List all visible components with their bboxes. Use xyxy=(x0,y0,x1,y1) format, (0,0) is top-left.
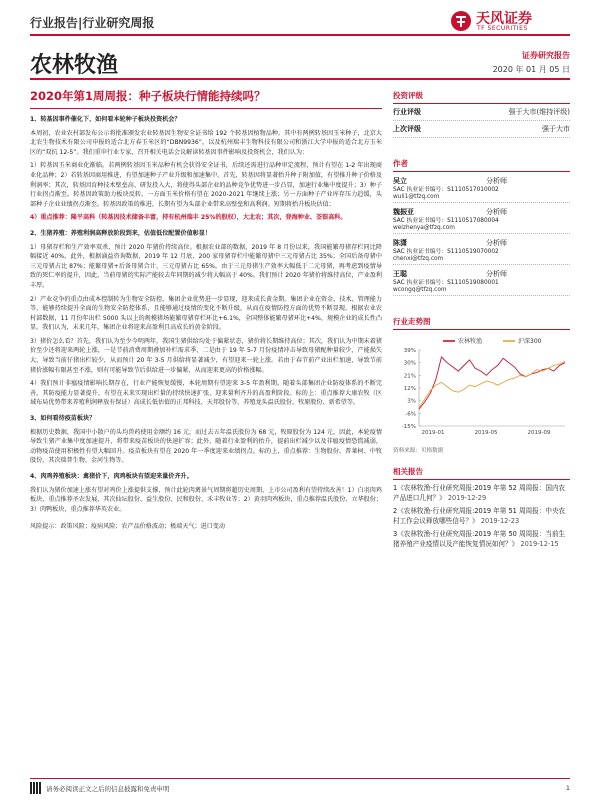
y-tick-label: 3% xyxy=(407,398,416,405)
series-line-1 xyxy=(419,361,565,407)
analyst-sac: SAC 执业证书编号：S1110519080001 xyxy=(393,280,499,286)
logo-name: 天风证券 xyxy=(476,11,532,27)
report-date: 2020 年 01 月 05 日 xyxy=(492,65,570,74)
analyst-email[interactable]: wcongq@tfzq.com xyxy=(393,287,447,293)
analyst-name: 陈潇 xyxy=(393,239,407,247)
footer xyxy=(30,782,570,796)
related-report-link[interactable] xyxy=(393,506,570,526)
rating-row xyxy=(393,104,570,121)
legend-label: 沪深300 xyxy=(518,338,542,345)
rating-key: 行业评级 xyxy=(393,108,421,116)
sector-title: 农林牧渔 xyxy=(30,53,119,78)
body-paragraph: 我们认为猪价加速上涨有望对鸡价上涨提供支撑，预计此轮肉禽景气周期将超历史周期，上市公司盈利有望持续改善！1）白羽肉鸡板块，重点推荐圣农发展，其次仙坛股份、益生股份、民和股份、禾丰牧业等；2）黄羽肉鸡板块，重点推荐温氏股份、立华股份；3）肉鸭板块，重点推荐华英农业。 xyxy=(30,486,382,513)
rating-value: 强于大市(维持评级) xyxy=(508,108,570,116)
rating-value: 强于大市 xyxy=(542,125,570,133)
analyst-card xyxy=(393,207,570,234)
related-report-title: 2《农林牧渔-行业研究周报:2019 年第 51 周周报：中央农村工作会议释放哪些信号？》 xyxy=(393,507,566,525)
analyst-name: 魏振亚 xyxy=(393,208,414,216)
body-paragraph: 3）猪价怎么看？首先，我们认为至少今明两年，我国生猪供给均处于偏紧状态，猪价将长期维持高位；其次，我们认为中期未着猪价至少还将迎来两轮上涨，一是节前消费周期叠加补栏需求季，二是由于 19 年 5-7 月份疫情冲击导致母猪配种量较少，产能损失大，导致当前仔猪出栏较少，从而预计 20 年 3-5 月供给将显著减少，有望迎来一轮上涨。若由于春节前产业出栏加速，导致节前猪价涨幅有限甚至不涨，则有可能导致节后供给进一步偏紧，从而迎来更高的价格涨幅。 xyxy=(30,337,382,374)
related-list xyxy=(393,483,570,549)
report-title: 2020年第1周周报：种子板块行情能持续吗？ xyxy=(30,84,382,109)
analyst-email[interactable]: chenxi@tfzq.com xyxy=(393,256,444,262)
related-report-title: 3《农林牧渔-行业研究周报:2019 年第 50 周周报：当前生猪养殖产业疫情以及产能恢复情况如何？》 xyxy=(393,530,566,548)
analyst-sac: SAC 执业证书编号：S1110517010002 xyxy=(393,187,499,193)
tf-logo-icon xyxy=(450,10,472,32)
x-tick-label: 2019-09 xyxy=(527,430,551,436)
related-report-date: 2019-12-29 xyxy=(447,494,487,502)
y-tick-label: 21% xyxy=(403,373,416,380)
analyst-sac: SAC 执业证书编号：S1110519070002 xyxy=(393,249,499,255)
body-paragraph: 4）重点推荐：隆平高科（转基因技术储备丰富，持有杭州瑞丰 25%的股权），大北农；其次，登海种业、荃银高科。 xyxy=(30,214,347,222)
body-paragraph: 4、肉鸡养殖板块：禽猪价下，肉鸡板块有望迎来量价齐升。 xyxy=(30,473,193,480)
analyst-role: 分析师 xyxy=(486,270,507,278)
trend-heading: 行业走势图 xyxy=(393,314,570,330)
rating-key: 上次评级 xyxy=(393,125,421,133)
related-report-date: 2019-12-15 xyxy=(520,540,559,548)
footer-disclaimer: 请务必阅读正文之后的信息披露和免责申明 xyxy=(46,785,170,793)
report-body xyxy=(30,115,382,532)
logo-en: TF SECURITIES xyxy=(477,25,528,32)
related-report-date: 2019-12-23 xyxy=(480,517,520,525)
body-paragraph: 4）我们预计非瘟疫情影响长期存在，行业产能恢复缓慢，本轮周期有望迎来 3-5 年盈利期。随着头部集团企业防疫体系的不断完善，其防疫能力显著提升，有望在未来实现出栏量的持续快速扩张，迎来量利齐升的高盈利阶段。标的上：重点推荐大康农牧（区域布局优势带来养殖利润释放有保证）高成长低估值的正邦科技、天邦股份等，养殖龙头温氏股份、牧原股份、新希望等。 xyxy=(30,380,382,407)
related-heading: 相关报告 xyxy=(393,464,570,480)
chart-source: 资料来源：贝格数据 xyxy=(393,448,444,454)
related-report-title: 1《农林牧渔-行业研究周报:2019 年第 52 周周报：国内农产品进口几何？》 xyxy=(393,484,566,502)
y-tick-label: 12% xyxy=(403,386,416,392)
analyst-email[interactable]: wuli1@tfzq.com xyxy=(393,194,440,200)
chart-svg xyxy=(393,334,570,444)
body-paragraph: 风险提示：政策风险；疫病风险；农产品价格波动；极端天气；进口变动 xyxy=(30,523,225,531)
y-tick-label: 39% xyxy=(403,348,416,354)
sector-divider xyxy=(30,78,570,80)
body-paragraph: 3、如何看待疫苗板块？ xyxy=(30,415,96,423)
rating-list xyxy=(393,104,570,138)
rating-row xyxy=(393,121,570,138)
brand-logo xyxy=(450,8,570,34)
y-tick-label: -15% xyxy=(401,424,416,430)
body-paragraph: 本周初，农业农村部发布公示将批准颁发农业转基因生物安全证书给 192 个转基因植物品种。其中有两例转基因玉米种子，北京大北农生物技术有限公司申报的适合北方春玉米区的“DBN9936”，以及杭州瑞丰生物科技有限公司和浙江大学申报的适合北方玉米区的“双抗 12-5”。我们重申行业专家，召开相关电话会议解读转基因事件影响及投资机会，我们认为： xyxy=(30,129,382,156)
related-report-link[interactable] xyxy=(393,529,570,549)
body-paragraph: 根据历史数据，我国中小散户的头均兽药使用金额约 16 元，而过去五年温氏股份为 68 元，牧原股份为 124 元，因此，本轮疫情导致生猪产业集中度加速提升，将带来疫苗板块的快速扩容；此外，随着行业盈利的抬升，提前出栏减少以及非瘟疫情恐慌减弱，动物疫苗使用积极性有望大幅回升。疫苗板块有望在 2020 年一季度迎来业绩拐点。标的上，重点推荐：生物股份、普莱柯、中牧股份，其次瑞普生物、金河生物等。 xyxy=(30,428,382,465)
analyst-email[interactable]: weizhenya@tfzq.com xyxy=(393,225,455,231)
body-paragraph: 1）转基因玉米商业化渐临。若两例转基因玉米品种有机会获得安全证书，后续还需进行品种审定流程，预计有望在 1-2 年出现商业化品种；2）若转基因商用推进，有望加速种子产业升级和加速集中。首先，转基因将显著抬升种子附加值，有望推升种子价格及利润率；其次，转基因育种技术壁垒高、研发投入大，将使得头部企业的品种竞争优势进一步凸显，加速行业集中度提升；3）种子行业拐点渐至。转基因政策助力板块反转，一方面玉米价格有望在 2020-2021 年继续上涨；另一方面种子产业库存压力趋缓，头部种子企业业绩拐点渐至。转基因政策的推进，长期有望为头部企业带来高壁垒和高利润。短期将抬升板块估值； xyxy=(30,162,382,208)
analyst-card xyxy=(393,238,570,265)
report-type: 证券研究报告 xyxy=(522,51,570,60)
related-report-link[interactable] xyxy=(393,483,570,503)
analyst-name: 王聪 xyxy=(393,270,407,278)
body-paragraph: 1、转基因事件催化下，如何看本轮种子板块投资机会？ xyxy=(30,116,181,123)
analyst-sac: SAC 执业证书编号：S1110517080004 xyxy=(393,218,499,224)
report-category: 行业报告|行业研究周报 xyxy=(30,16,155,30)
body-paragraph: 2、生猪养殖：养殖利润高释放阶段到来，估值低位配置价值彰显！ xyxy=(30,229,211,237)
analyst-list xyxy=(393,176,570,296)
main-column xyxy=(30,84,382,532)
analyst-name: 吴立 xyxy=(393,177,407,185)
page-number: 1 xyxy=(565,784,570,792)
footer-divider xyxy=(30,778,570,779)
sidebar xyxy=(393,84,570,549)
analyst-heading: 作者 xyxy=(393,156,570,172)
y-tick-label: -6% xyxy=(405,411,416,418)
analyst-role: 分析师 xyxy=(486,208,507,216)
body-paragraph: 2）产业竞争的重点由成本控制转为生物安全防控，集团企业优势进一步显现，迎来成长黄金期。集团企业在资金、技术、管理能力等，能够持续提升全面的生物安全防控体系，且能够通过疫情的变化不断升级，从而在疫情防控方面的优势不断显现。根据农业农村部数据，11 月份年出栏 5000 头以上的规模猪场能繁母猪存栏环比+6.1%，全国整体能繁母猪环比+4%，规模企业的成长性凸显。我们认为，未来几年，集团企业将迎来高盈利且高成长的黄金阶段。 xyxy=(30,295,382,332)
rating-heading: 投资评级 xyxy=(393,88,570,104)
qr-code-icon xyxy=(30,782,42,794)
analyst-card xyxy=(393,176,570,203)
industry-trend-chart xyxy=(393,334,570,444)
legend-label: 农林牧渔 xyxy=(458,338,483,345)
x-tick-label: 2019-01 xyxy=(421,430,445,436)
body-paragraph: 1）母猪存栏和生产效率双杀，预计 2020 年猪价持续高位。根据农业部的数据，2019 年 8 月份以来，我国能繁母猪存栏同比降幅接近 40%。此外，根据涌益咨询数据，2019 年 12 月底，200 家母猪存栏中能繁母猪中三元母猪占比 35%；全国后备母猪中三元母猪占比 87%；能繁母猪+后备母猪合计，三元母猪占比 65%。由于三元母猪生产效率大幅低于二元母猪，再考虑到疫情导致的死仁率的提升，因此，当前母猪的实际产能较去年同期的减少将大幅高于 40%。我们预计 2020 年猪价将维持高位，产业盈利丰厚。 xyxy=(30,243,382,289)
analyst-role: 分析师 xyxy=(486,177,507,185)
x-tick-label: 2019-05 xyxy=(474,430,498,436)
top-header-bar xyxy=(30,10,570,36)
y-tick-label: 30% xyxy=(403,360,416,367)
analyst-role: 分析师 xyxy=(486,239,507,247)
analyst-card xyxy=(393,269,570,296)
